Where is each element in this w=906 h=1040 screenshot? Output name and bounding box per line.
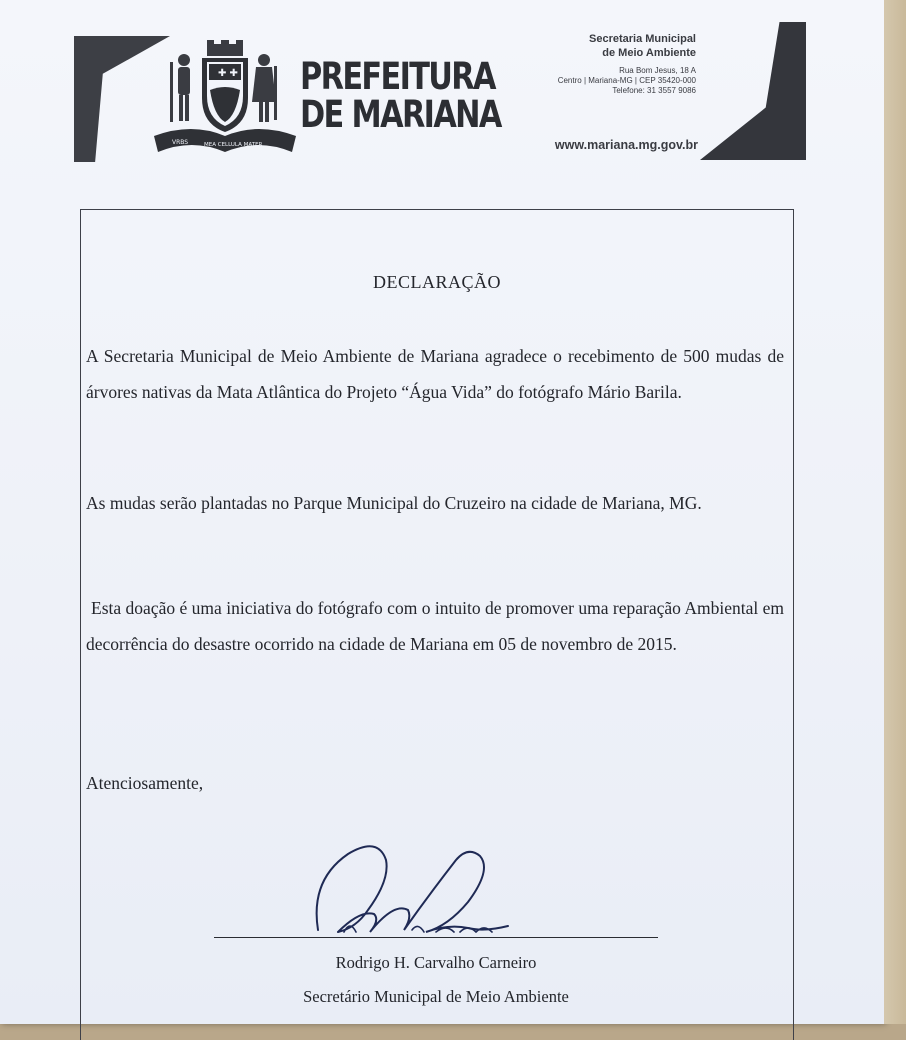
signer-role: Secretário Municipal de Meio Ambiente: [303, 987, 569, 1006]
letterhead-brand: [300, 55, 501, 136]
coat-of-arms-icon: [152, 40, 298, 156]
address-line-2: Centro | Mariana-MG | CEP 35420-000: [557, 76, 696, 85]
signature-line: [214, 937, 658, 938]
document-title: DECLARAÇÃO: [372, 272, 501, 292]
svg-text:VRBS: VRBS: [172, 139, 189, 146]
paragraph-acknowledgement: A Secretaria Municipal de Meio Ambiente de Mariana agradece o recebimento de 500 mudas de árvores nativas da Mata Atlântica do Projeto “Água Vida” do fotógrafo Mário Barila.: [86, 346, 784, 402]
background-surface: [884, 0, 906, 1024]
address-line-1: Rua Bom Jesus, 18 A: [619, 66, 696, 75]
svg-text:✚ ✚: ✚ ✚: [218, 68, 238, 79]
closing-salutation: Atenciosamente,: [86, 773, 204, 793]
svg-text:MEA CELLULA MATER: MEA CELLULA MATER: [204, 142, 263, 148]
phone-line: Telefone: 31 3557 9086: [612, 86, 696, 95]
website-link: www.mariana.mg.gov.br: [554, 138, 698, 152]
paragraph-planting: As mudas serão plantadas no Parque Municipal do Cruzeiro na cidade de Mariana, MG.: [86, 493, 702, 513]
department-line-2: de Meio Ambiente: [602, 47, 696, 59]
brand-line-1: PREFEITURA: [300, 55, 495, 98]
letterhead-contact: [500, 32, 696, 96]
department-line-1: Secretaria Municipal: [589, 33, 696, 45]
signature-mark: [308, 840, 528, 945]
brand-line-2: DE MARIANA: [300, 93, 501, 136]
paragraph-initiative: Esta doação é uma iniciativa do fotógrafo com o intuito de promover uma reparação Ambiental em decorrência do desastre ocorrido na cidade de Mariana em 05 de novembro de 2015.: [86, 598, 784, 654]
signer-name: Rodrigo H. Carvalho Carneiro: [335, 953, 537, 972]
